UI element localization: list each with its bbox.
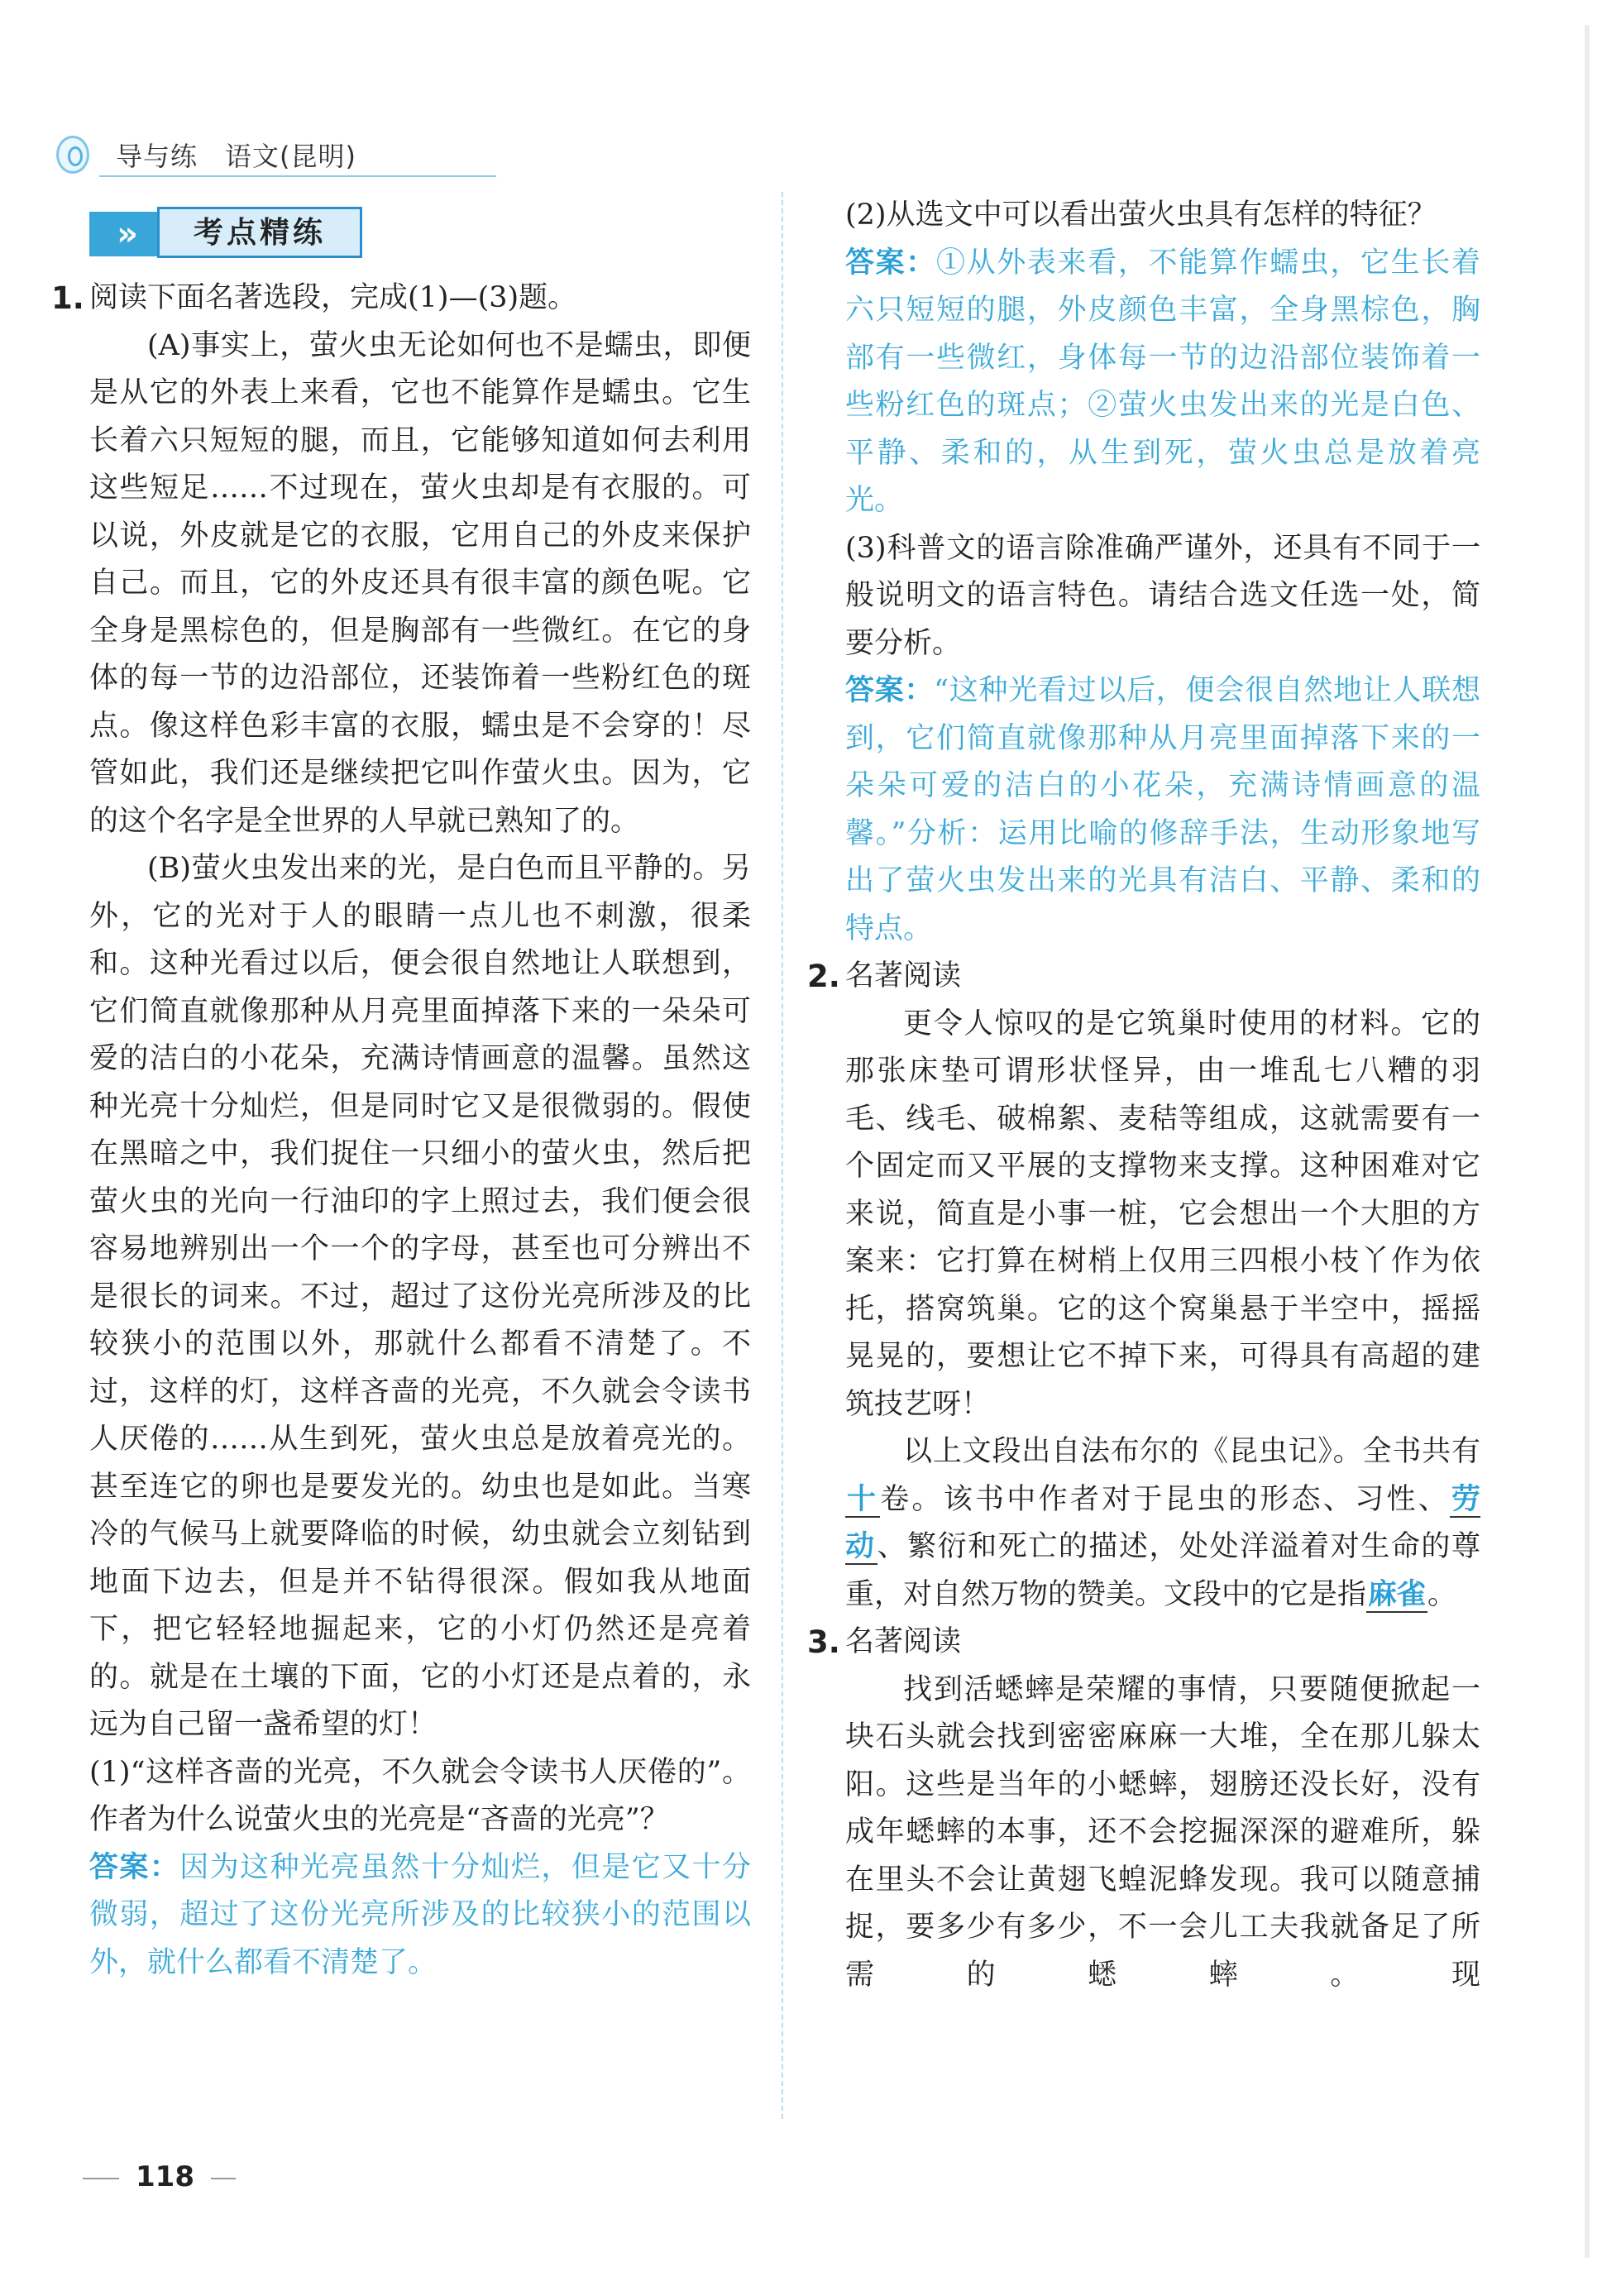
- answer-label: 答案：: [89, 1850, 180, 1884]
- q1-sub3-answer-text: “这种光看过以后，便会很自然地让人联想到，它们简直就像那种从月亮里面掉落下来的一朵朵可爱的洁白的小花朵，充满诗情画意的温馨。”分析：运用比喻的修辞手法，生动形象地写出了萤火虫发出来的光具有洁白、平静、柔和的特点。: [845, 674, 1480, 945]
- left-column: [51, 275, 751, 1987]
- q2-title: [807, 953, 1480, 1001]
- q2-blank-2: 劳动: [845, 1482, 1480, 1563]
- q3-title: [807, 1619, 1480, 1667]
- section-tag: [89, 207, 362, 261]
- q2-title-text: 名著阅读: [845, 959, 962, 993]
- answer-label: 答案：: [845, 246, 936, 280]
- q2-text-2: 卷。该书中作者对于昆虫的形态、习性、: [880, 1482, 1450, 1516]
- q2-text-1: 以上文段出自法布尔的《昆虫记》。全书共有: [903, 1435, 1480, 1468]
- q2-text-3: 、繁衍和死亡的描述，处处洋溢着对生命的尊重，对自然万物的赞美。文段中的它是指: [845, 1530, 1480, 1611]
- header-underline: [99, 175, 496, 177]
- q3-title-text: 名著阅读: [845, 1625, 962, 1658]
- column-divider: [782, 192, 783, 2119]
- q2-blank-3: 麻雀: [1368, 1577, 1427, 1611]
- right-column: [807, 192, 1480, 1999]
- q1-sub2-question: (2)从选文中可以看出萤火虫具有怎样的特征？: [845, 199, 1437, 232]
- q1-sub1-question: (1)“这样吝啬的光亮，不久就会令读书人厌倦的”。作者为什么说萤火虫的光亮是“吝啬的光亮”？: [89, 1755, 751, 1836]
- q2-passage: 更令人惊叹的是它筑巢时使用的材料。它的那张床垫可谓形状怪异，由一堆乱七八糟的羽毛、线毛、破棉絮、麦秸等组成，这就需要有一个固定而又平展的支撑物来支撑。这种困难对它来说，简直是小事一桩，它会想出一个大胆的方案来：它打算在树梢上仅用三四根小枝丫作为依托，搭窝筑巢。它的这个窝巢悬于半空中，摇摇晃晃的，要想让它不掉下来，可得具有高超的建筑技艺呀！: [845, 1007, 1480, 1421]
- section-title: 考点精练: [157, 207, 362, 258]
- q2-text-4: 。: [1427, 1577, 1457, 1611]
- q1-sub3-question: (3)科普文的语言除准确严谨外，还具有不同于一般说明文的语言特色。请结合选文任选一处，简要分析。: [845, 531, 1480, 660]
- answer-label: 答案：: [845, 674, 935, 707]
- q1-prompt: [51, 275, 751, 323]
- q1-passage-b: (B)萤火虫发出来的光，是白色而且平静的。另外，它的光对于人的眼睛一点儿也不刺激，很柔和。这种光看过以后，便会很自然地让人联想到，它们简直就像那种从月亮里面掉落下来的一朵朵可爱的洁白的小花朵，充满诗情画意的温馨。虽然这种光亮十分灿烂，但是同时它又是很微弱的。假使在黑暗之中，我们捉住一只细小的萤火虫，然后把萤火虫的光向一行油印的字上照过去，我们便会很容易地辨别出一个一个的字母，甚至也可分辨出不是很长的词来。不过，超过了这份光亮所涉及的比较狭小的范围以外，那就什么都看不清楚了。不过，这样的灯，这样吝啬的光亮，不久就会令读书人厌倦的……从生到死，萤火虫总是放着亮光的。甚至连它的卵也是要发光的。幼虫也是如此。当寒冷的气候马上就要降临的时候，幼虫就会立刻钻到地面下边去，但是并不钻得很深。假如我从地面下，把它轻轻地掘起来，它的小灯仍然还是亮着的。就是在土壤的下面，它的小灯还是点着的，永远为自己留一盏希望的灯！: [89, 852, 751, 1741]
- header-logo-icon: [56, 136, 89, 174]
- q1-passage-a: (A)事实上，萤火虫无论如何也不是蠕虫，即便是从它的外表上来看，它也不能算作是蠕虫。它生长着六只短短的腿，而且，它能够知道如何去利用这些短足……不过现在，萤火虫却是有衣服的。可以说，外皮就是它的衣服，它用自己的外皮来保护自己。而且，它的外皮还具有很丰富的颜色呢。它全身是黑棕色的，但是胸部有一些微红。在它的身体的每一节的边沿部位，还装饰着一些粉红色的斑点。像这样色彩丰富的衣服，蠕虫是不会穿的！尽管如此，我们还是继续把它叫作萤火虫。因为，它的这个名字是全世界的人早就已熟知了的。: [89, 328, 751, 838]
- q1-prompt-text: 阅读下面名著选段，完成(1)—(3)题。: [89, 281, 577, 314]
- q2-number: 2.: [807, 959, 840, 994]
- q3-passage: 找到活蟋蟀是荣耀的事情，只要随便掀起一块石头就会找到密密麻麻一大堆，全在那儿躲太阳。这些是当年的小蟋蟀，翅膀还没长好，没有成年蟋蟀的本事，还不会挖掘深深的避难所，躲在里头不会让黄翅飞蝗泥蜂发现。我可以随意捕捉，要多少有多少，不一会儿工夫我就备足了所需的蟋蟀。现: [845, 1672, 1480, 1992]
- q1-sub2-answer-text: ①从外表来看，不能算作蠕虫，它生长着六只短短的腿，外皮颜色丰富，全身黑棕色，胸部有一些微红，身体每一节的边沿部位装饰着一些粉红色的斑点；②萤火虫发出来的光是白色、平静、柔和的，从生到死，萤火虫总是放着亮光。: [845, 246, 1480, 517]
- page-edge: [1585, 25, 1590, 2258]
- q1-sub1-answer: [89, 1844, 751, 1987]
- q1-number: 1.: [51, 280, 84, 316]
- q1-sub2-answer: [845, 240, 1480, 525]
- double-chevron-icon: »: [89, 212, 160, 256]
- page-header: [50, 132, 496, 179]
- page-number: 118: [83, 2160, 236, 2193]
- q2-fill-in: [845, 1428, 1480, 1619]
- header-title: 导与练 语文(昆明): [116, 141, 356, 172]
- q1-sub1-answer-text: 因为这种光亮虽然十分灿烂，但是它又十分微弱，超过了这份光亮所涉及的比较狭小的范围以外，就什么都看不清楚了。: [89, 1850, 751, 1979]
- q2-blank-1: 十: [847, 1482, 879, 1516]
- q1-sub3-answer: [845, 667, 1480, 953]
- q3-number: 3.: [807, 1624, 840, 1660]
